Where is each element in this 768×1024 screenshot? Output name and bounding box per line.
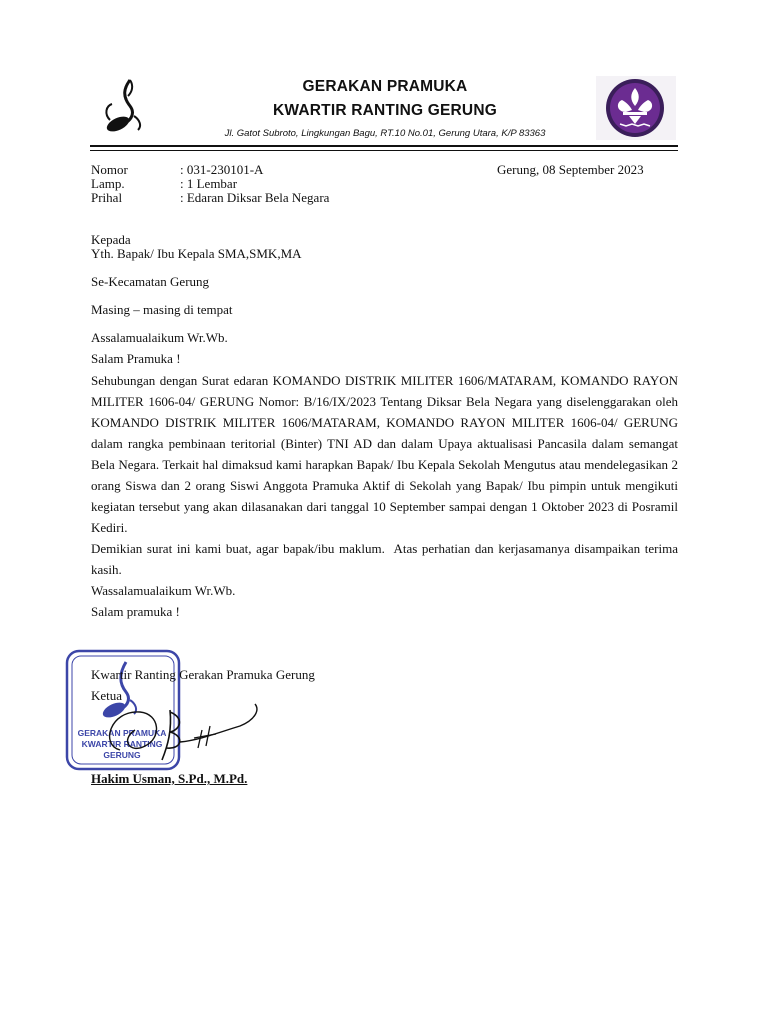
stamp-text-line2: KWARTIR RANTING <box>81 739 163 749</box>
letter-date: Gerung, 08 September 2023 <box>497 162 644 177</box>
greeting-assalamualaikum: Assalamualaikum Wr.Wb. <box>91 330 228 345</box>
lamp-label: Lamp. <box>91 176 125 191</box>
wosm-emblem-icon <box>596 76 676 140</box>
org-name-line1: GERAKAN PRAMUKA <box>302 78 468 95</box>
signatory-name: Hakim Usman, S.Pd., M.Pd. <box>91 771 248 786</box>
closing-wassalamualaikum: Wassalamualaikum Wr.Wb. <box>91 583 236 598</box>
header-rule-thick <box>90 145 678 147</box>
closing-salam-pramuka: Salam pramuka ! <box>91 604 180 619</box>
stamp-text-line1: GERAKAN PRAMUKA <box>77 728 167 738</box>
body-paragraph-2: Demikian surat ini kami buat, agar bapak/ibu maklum. Atas perhatian dan kerjasamanya disampaikan terima kasih. <box>91 541 678 577</box>
body-paragraph-1: Sehubungan dengan Surat edaran KOMANDO DISTRIK MILITER 1606/MATARAM, KOMANDO RAYON MILITER 1606-04/ GERUNG Nomor: B/16/IX/2023 Tentang Diksar Bela Negara yang diselenggarakan oleh KOMANDO DISTRIK MILITER 1606/MATARAM, KOMANDO RAYON MILITER 1606-04/ GERUNG dalam rangka pembinaan teritorial (Binter) TNI AD dan dalam Upaya aktualisasi Pancasila dalam semangat Bela Negara. Terkait hal dimaksud kami harapkan Bapak/ Ibu Kepala Sekolah Mengutus atau mendelegasikan 2 orang Siswa dan 2 orang Siswi Anggota Pramuka Aktif di Sekolah yang Bapak/ Ibu pimpin untuk mengikuti kegiatan tersebut yang akan dilasanakan dari tanggal 10 September sampai dengan 1 Oktober 2023 di Posramil Kediri. <box>91 373 678 535</box>
lamp-value: : 1 Lembar <box>180 176 238 191</box>
recipient-tempat: Masing – masing di tempat <box>91 302 233 317</box>
header-rule-thin <box>90 150 678 151</box>
prihal-label: Prihal <box>91 190 123 205</box>
stamp-text-line3: GERUNG <box>103 750 141 760</box>
letter-body <box>91 370 678 622</box>
tunas-kelapa-icon <box>100 76 150 136</box>
org-address: Jl. Gatot Subroto, Lingkungan Bagu, RT.10 No.01, Gerung Utara, K/P 83363 <box>224 128 546 139</box>
handwritten-signature <box>90 690 270 770</box>
greeting-salam-pramuka: Salam Pramuka ! <box>91 351 181 366</box>
nomor-value: : 031-230101-A <box>180 162 264 177</box>
recipient-yth: Yth. Bapak/ Ibu Kepala SMA,SMK,MA <box>91 246 302 261</box>
nomor-label: Nomor <box>91 162 128 177</box>
signature-org: Kwartir Ranting Gerakan Pramuka Gerung <box>91 667 315 682</box>
recipient-kecamatan: Se-Kecamatan Gerung <box>91 274 210 289</box>
org-name-line2: KWARTIR RANTING GERUNG <box>273 102 497 119</box>
recipient-kepada: Kepada <box>91 232 131 247</box>
signature-title: Ketua <box>91 688 123 703</box>
prihal-value: : Edaran Diksar Bela Negara <box>180 190 330 205</box>
